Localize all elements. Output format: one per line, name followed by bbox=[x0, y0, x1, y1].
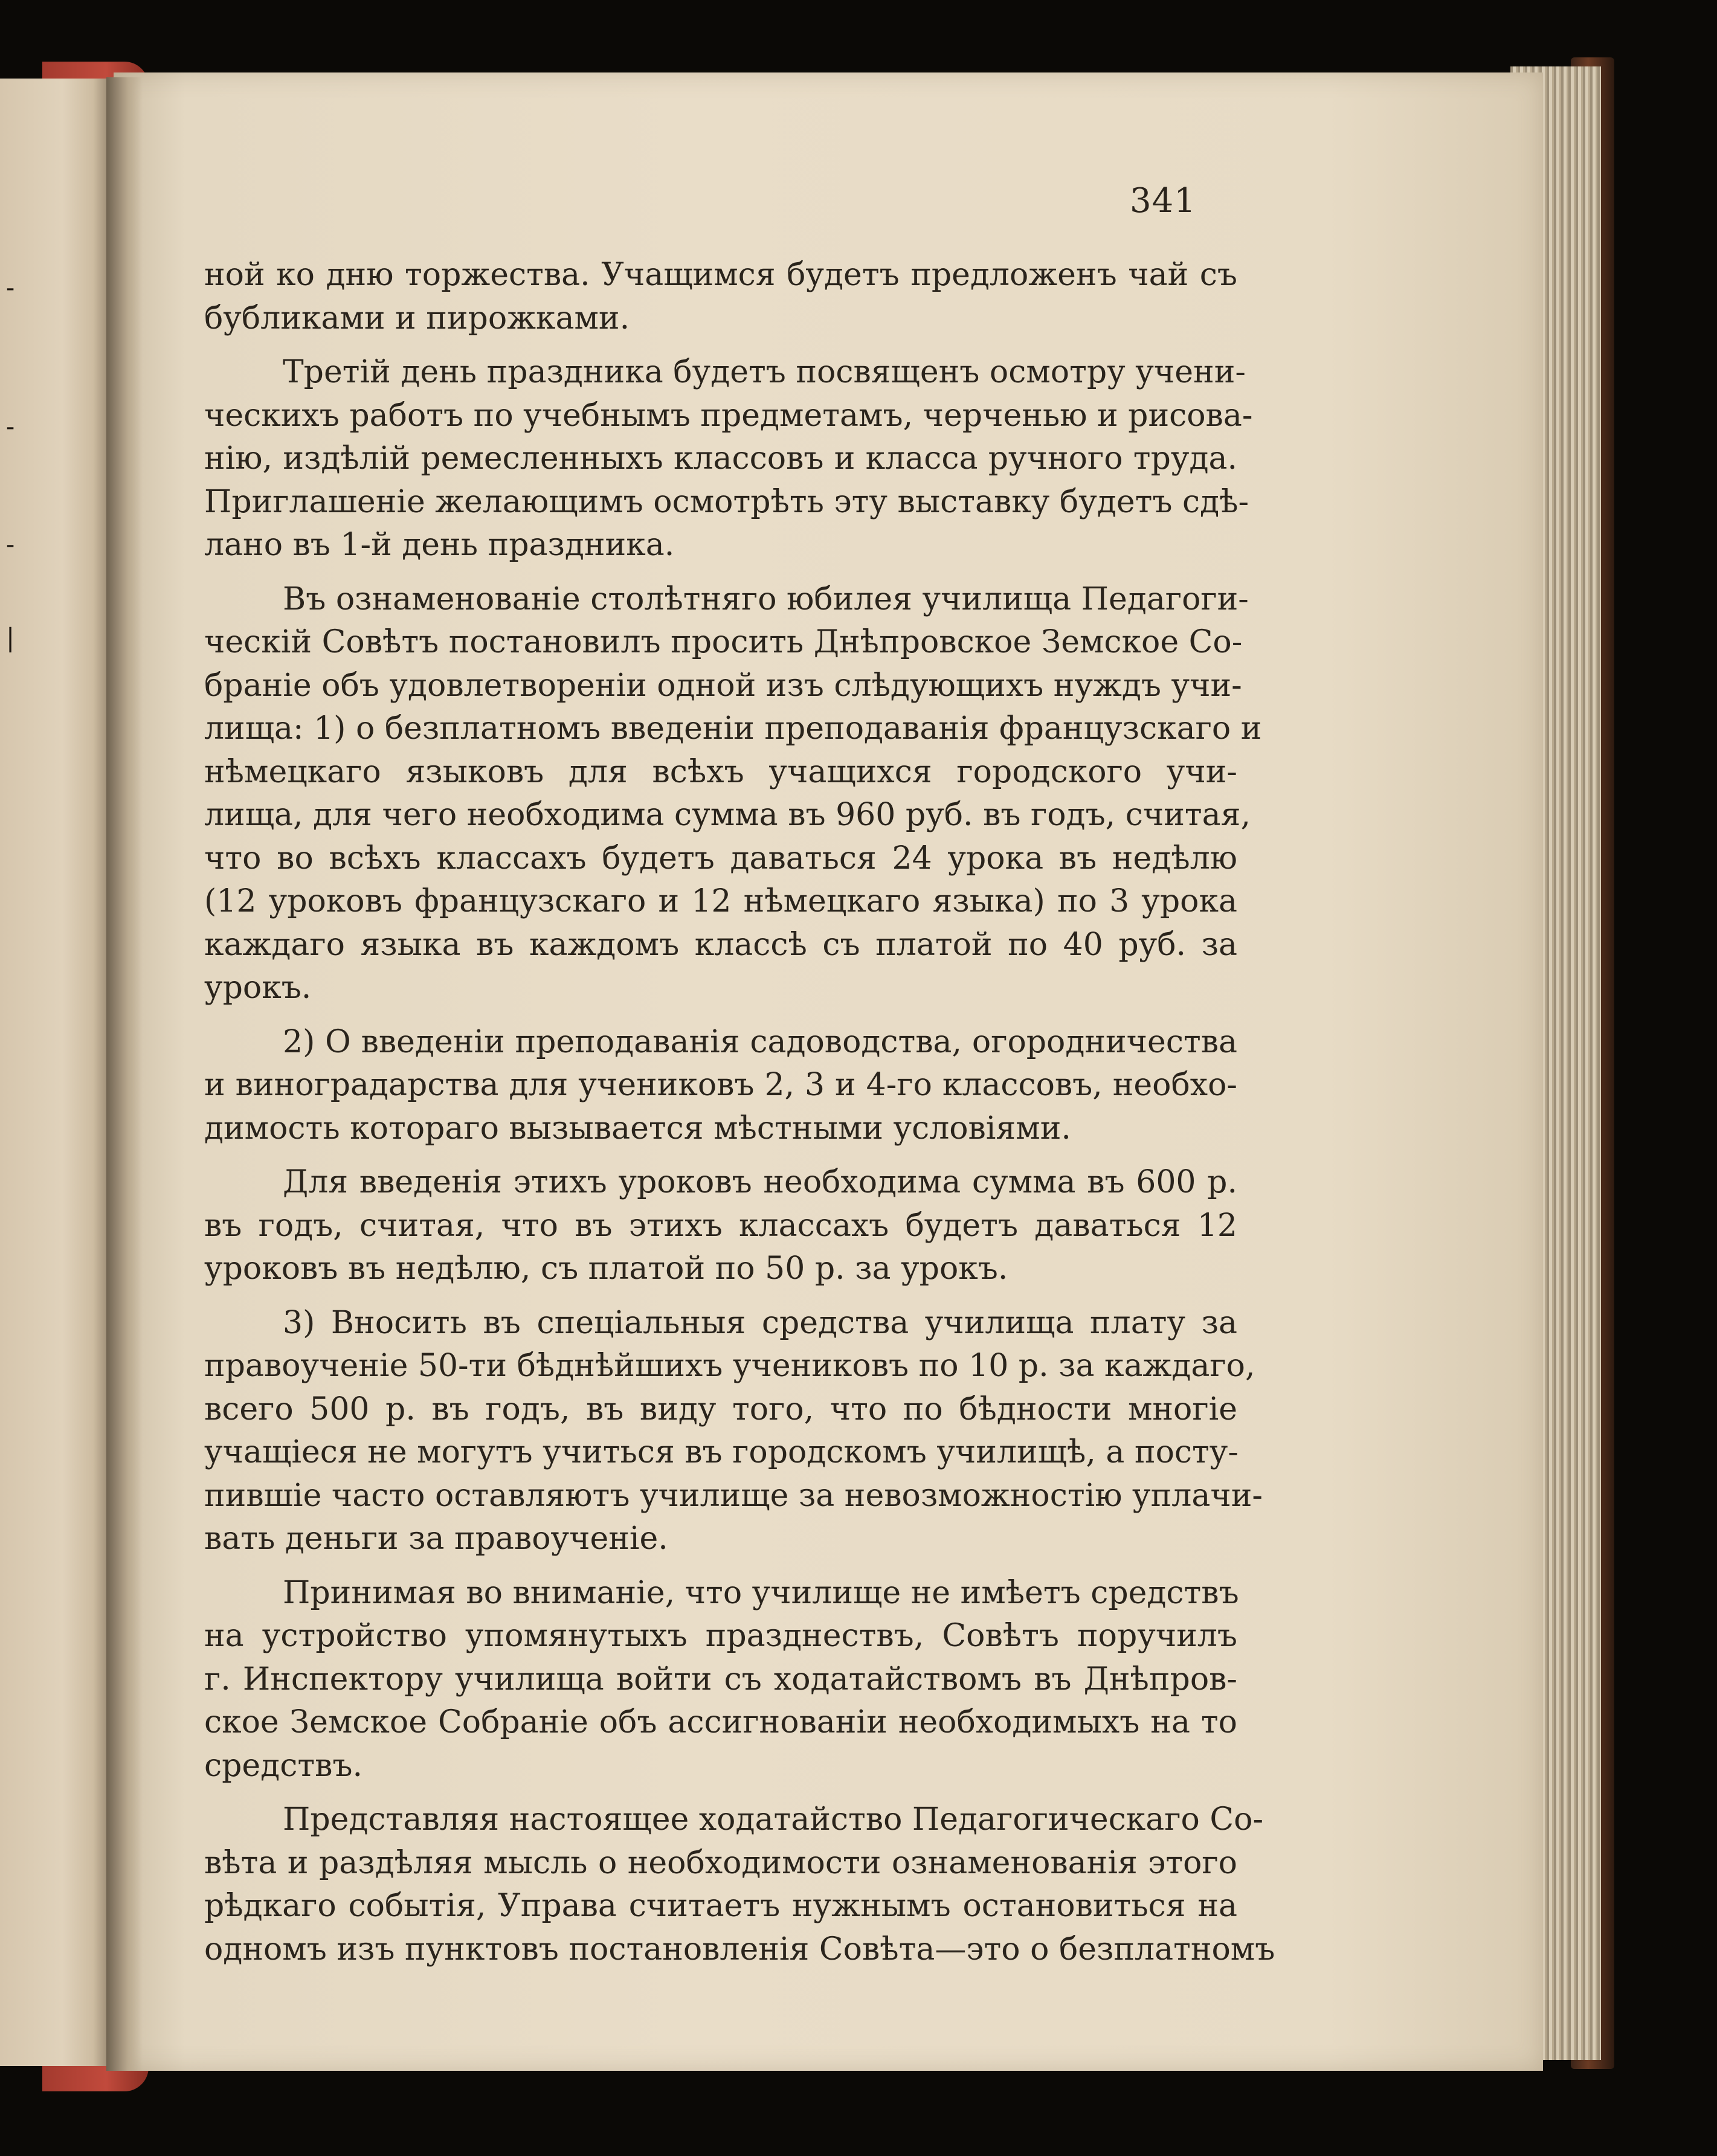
paragraph bbox=[204, 1161, 1237, 1291]
text-line: г. Инспектору училища войти съ ходатайствомъ въ Днѣпров- bbox=[204, 1661, 1237, 1697]
text-line: уроковъ въ недѣлю, съ платой по 50 р. за урокъ. bbox=[204, 1250, 1008, 1287]
page-number: 341 bbox=[1130, 181, 1196, 220]
text-line: лано въ 1-й день праздника. bbox=[204, 527, 675, 563]
text-line: одномъ изъ пунктовъ постановленія Совѣта—это о безплатномъ bbox=[204, 1931, 1275, 1968]
margin-mark: | bbox=[6, 623, 15, 652]
text-line: на устройство упомянутыхъ празднествъ, Совѣтъ поручилъ bbox=[204, 1618, 1237, 1654]
text-line: Третій день праздника будетъ посвященъ осмотру учени- bbox=[283, 354, 1246, 390]
text-line: димость котораго вызывается мѣстными условіями. bbox=[204, 1110, 1071, 1147]
text-line: что во всѣхъ классахъ будетъ даваться 24 урока въ недѣлю bbox=[204, 840, 1237, 877]
text-line: лища: 1) о безплатномъ введеніи преподаванія французскаго и bbox=[204, 710, 1262, 747]
text-line: каждаго языка въ каждомъ классѣ съ платой по 40 руб. за bbox=[204, 926, 1237, 963]
text-line: учащіеся не могутъ учиться въ городскомъ училищѣ, а посту- bbox=[204, 1434, 1239, 1470]
text-line: лища, для чего необходима сумма въ 960 руб. въ годъ, считая, bbox=[204, 797, 1251, 833]
text-line: средствъ. bbox=[204, 1747, 362, 1784]
paragraph bbox=[204, 1572, 1237, 1788]
margin-mark: - bbox=[6, 411, 15, 441]
text-line: браніе объ удовлетвореніи одной изъ слѣдующихъ нуждъ учи- bbox=[204, 667, 1242, 704]
paragraph bbox=[204, 254, 1237, 340]
text-line: правоученіе 50-ти бѣднѣйшихъ учениковъ по 10 р. за каждаго, bbox=[204, 1348, 1255, 1384]
paragraph bbox=[204, 351, 1253, 567]
text-line: нію, издѣлій ремесленныхъ классовъ и класса ручного труда. bbox=[204, 440, 1237, 477]
paragraph bbox=[204, 1021, 1237, 1151]
text-line: всего 500 р. въ годъ, въ виду того, что по бѣдности многіе bbox=[204, 1391, 1237, 1427]
paragraph bbox=[204, 1302, 1263, 1561]
text-line: нѣмецкаго языковъ для всѣхъ учащихся городского учи- bbox=[204, 753, 1237, 790]
text-line: Принимая во вниманіе, что училище не имѣетъ средствъ bbox=[283, 1574, 1239, 1611]
text-line: урокъ. bbox=[204, 970, 312, 1006]
paragraph bbox=[204, 578, 1262, 1010]
text-line: ческій Совѣтъ постановилъ просить Днѣпровское Земское Со- bbox=[204, 624, 1243, 660]
text-line: Для введенія этихъ уроковъ необходима сумма въ 600 р. bbox=[283, 1164, 1237, 1200]
text-line: 2) О введеніи преподаванія садоводства, огородничества bbox=[283, 1023, 1237, 1060]
text-line: вать деньги за правоученіе. bbox=[204, 1520, 668, 1557]
text-line: вѣта и раздѣляя мысль о необходимости ознаменованія этого bbox=[204, 1844, 1237, 1881]
text-line: ское Земское Собраніе объ ассигнованіи необходимыхъ на то bbox=[204, 1704, 1237, 1740]
text-line: и виноградарства для учениковъ 2, 3 и 4-го классовъ, необхо- bbox=[204, 1067, 1237, 1103]
text-line: бубликами и пирожками. bbox=[204, 300, 630, 336]
text-line: Представляя настоящее ходатайство Педагогическаго Со- bbox=[283, 1801, 1264, 1838]
text-line: Въ ознаменованіе столѣтняго юбилея училища Педагоги- bbox=[283, 581, 1249, 617]
paragraph bbox=[204, 1798, 1275, 1971]
text-line: 3) Вносить въ спеціальныя средства училища плату за bbox=[283, 1304, 1237, 1341]
text-line: въ годъ, считая, что въ этихъ классахъ будетъ даваться 12 bbox=[204, 1207, 1237, 1244]
previous-page-marks bbox=[0, 0, 24, 2156]
text-line: (12 уроковъ французскаго и 12 нѣмецкаго языка) по 3 урока bbox=[204, 883, 1237, 919]
body-text bbox=[204, 254, 1275, 1971]
gutter-shadow bbox=[106, 77, 143, 2071]
text-line: ной ко дню торжества. Учащимся будетъ предложенъ чай съ bbox=[204, 257, 1237, 293]
text-line: рѣдкаго событія, Управа считаетъ нужнымъ остановиться на bbox=[204, 1888, 1237, 1924]
text-line: ческихъ работъ по учебнымъ предметамъ, черченью и рисова- bbox=[204, 397, 1253, 434]
text-line: пившіе часто оставляютъ училище за невозможностію уплачи- bbox=[204, 1477, 1263, 1514]
margin-mark: - bbox=[6, 529, 15, 559]
text-line: Приглашеніе желающимъ осмотрѣть эту выставку будетъ сдѣ- bbox=[204, 483, 1249, 520]
margin-mark: - bbox=[6, 272, 15, 302]
